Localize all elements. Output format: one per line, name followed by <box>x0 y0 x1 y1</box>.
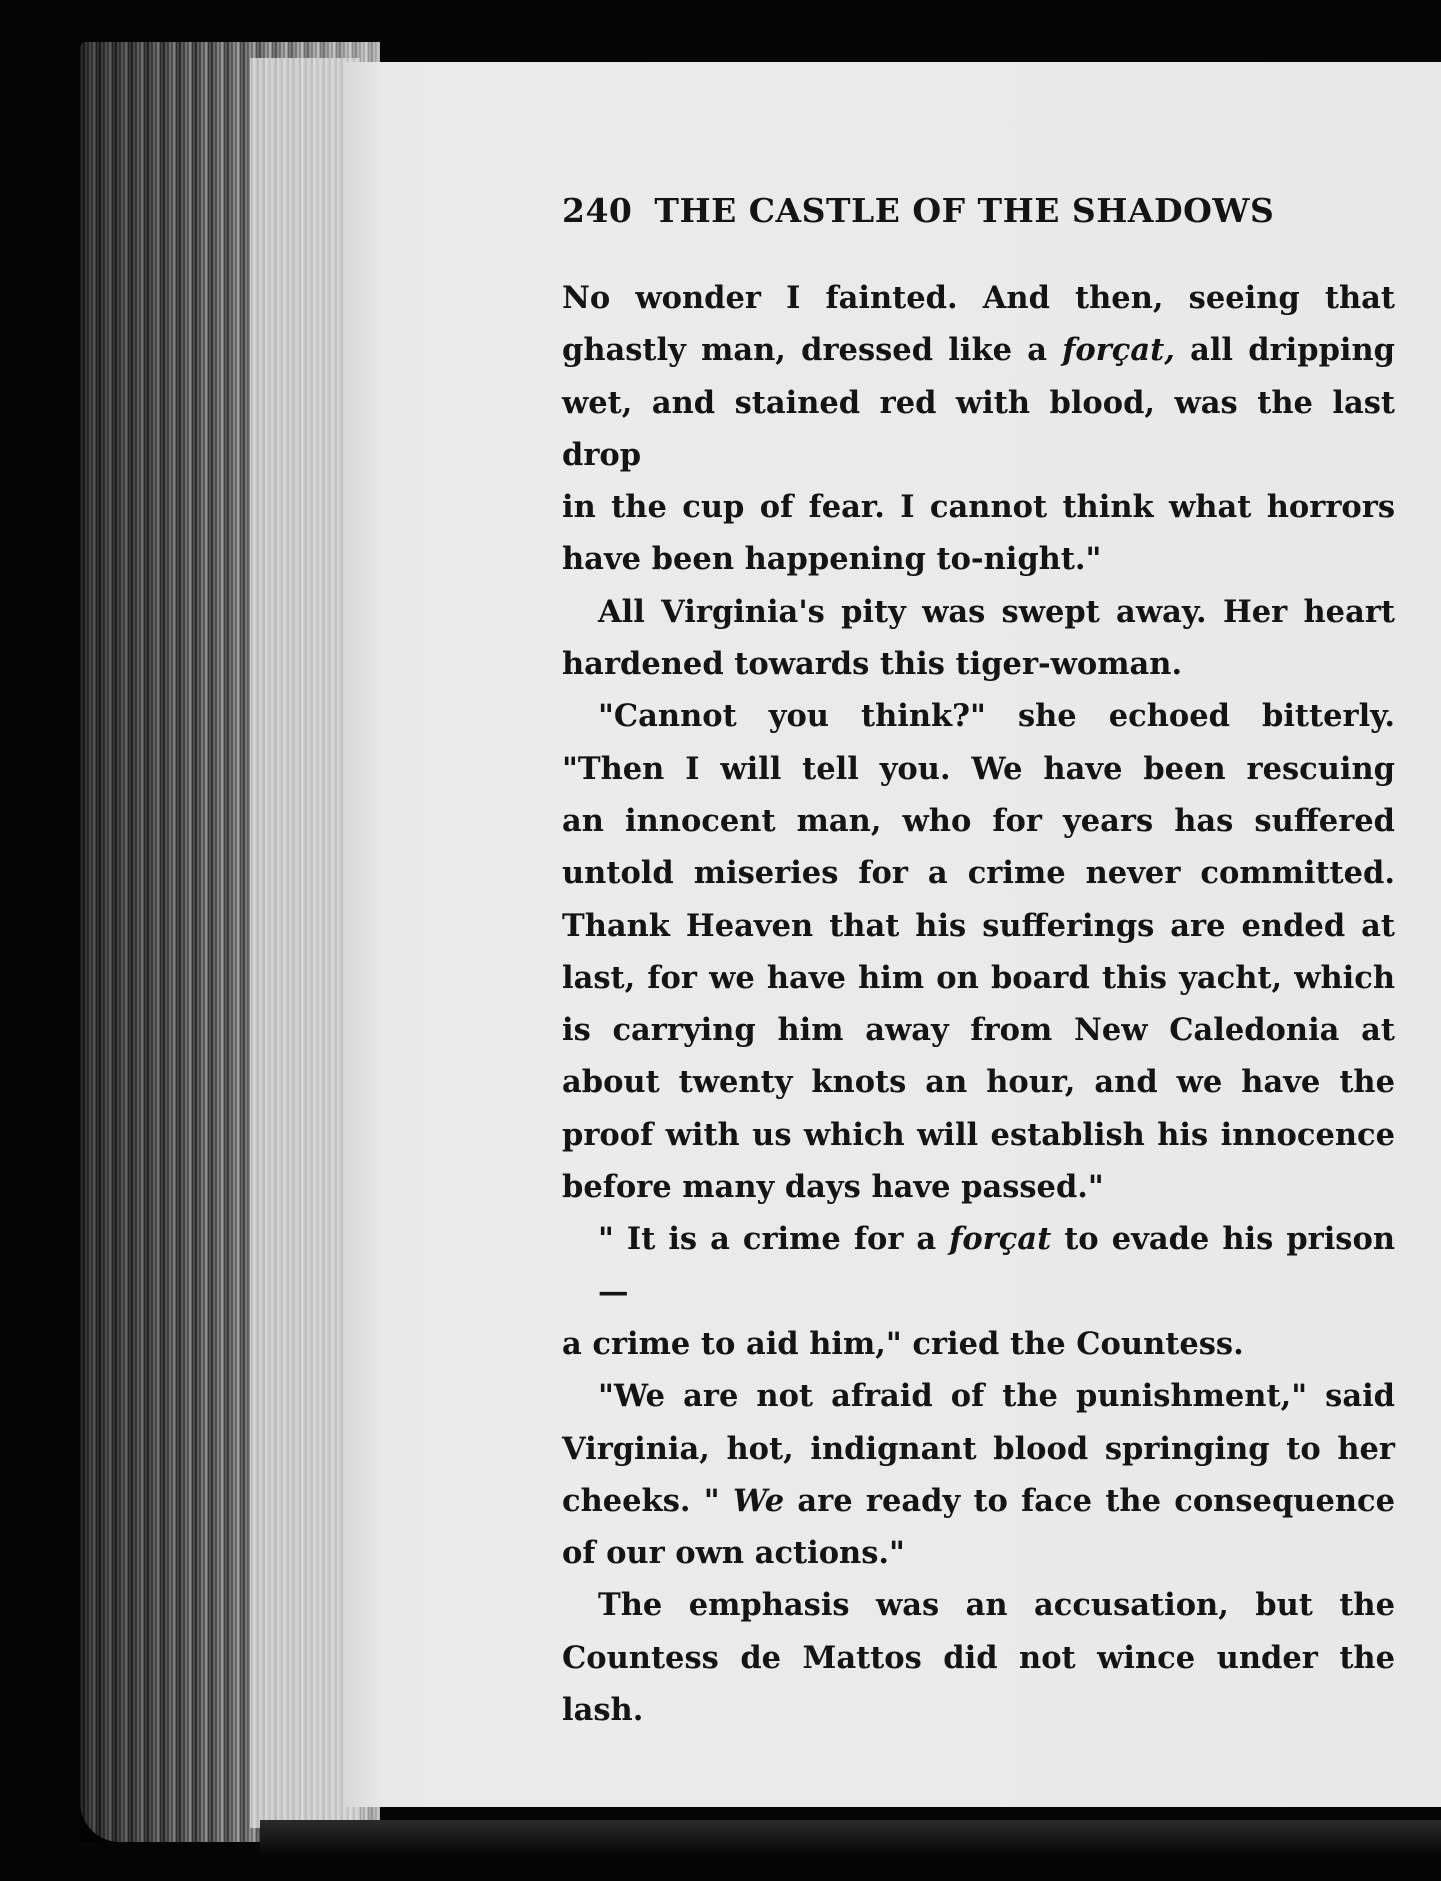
page-edges-highlight <box>250 58 360 1828</box>
text-segment: " It is a crime for a <box>598 1221 950 1258</box>
page-number: 240 <box>562 191 633 230</box>
running-head <box>562 191 1402 230</box>
text-line: Countess de Mattos did not wince under the lash. <box>562 1639 1395 1729</box>
bottom-shadow <box>260 1820 1441 1881</box>
text-segment: ghastly man, dressed like a <box>562 332 1063 369</box>
italic-word: forçat <box>949 1221 1052 1258</box>
text-line: an innocent man, who for years has suffered <box>562 802 1395 839</box>
body-text <box>562 272 1395 1736</box>
text-line: hardened towards this tiger-woman. <box>562 646 1183 683</box>
text-line <box>562 1475 1395 1527</box>
text-line: proof with us which will establish his innocence <box>562 1116 1395 1153</box>
text-line: have been happening to-night." <box>562 541 1102 578</box>
text-line: wet, and stained red with blood, was the last drop <box>562 384 1395 473</box>
text-line: "Then I will tell you. We have been rescuing <box>562 750 1395 787</box>
text-line: before many days have passed." <box>562 1169 1104 1206</box>
text-line <box>562 1213 1395 1318</box>
italic-word: We <box>732 1482 785 1519</box>
running-title: THE CASTLE OF THE SHADOWS <box>654 191 1275 230</box>
text-line: "We are not afraid of the punishment," said <box>598 1378 1395 1415</box>
text-line: about twenty knots an hour, and we have the <box>562 1064 1395 1101</box>
text-segment: to evade his prison— <box>598 1221 1395 1310</box>
text-segment: are ready to face the consequence <box>784 1482 1395 1519</box>
text-segment: all dripping <box>1174 332 1395 369</box>
text-line: No wonder I fainted. And then, seeing that <box>562 280 1395 316</box>
text-segment: cheeks. " <box>562 1482 733 1519</box>
text-line: Virginia, hot, indignant blood springing to her <box>562 1430 1395 1467</box>
text-line: Thank Heaven that his sufferings are ended at <box>562 907 1395 944</box>
italic-word: forçat, <box>1062 332 1175 369</box>
text-line: a crime to aid him," cried the Countess. <box>562 1325 1244 1362</box>
text-line: in the cup of fear. I cannot think what horrors <box>562 489 1395 526</box>
text-line: The emphasis was an accusation, but the <box>598 1587 1395 1624</box>
text-line: is carrying him away from New Caledonia at <box>562 1012 1395 1049</box>
text-line <box>562 324 1395 376</box>
text-line: "Cannot you think?" she echoed bitterly. <box>598 698 1395 735</box>
text-line: untold miseries for a crime never committed. <box>562 855 1395 892</box>
text-line: All Virginia's pity was swept away. Her heart <box>598 593 1395 630</box>
text-line: last, for we have him on board this yacht, which <box>562 959 1395 996</box>
text-line: of our own actions." <box>562 1535 905 1572</box>
